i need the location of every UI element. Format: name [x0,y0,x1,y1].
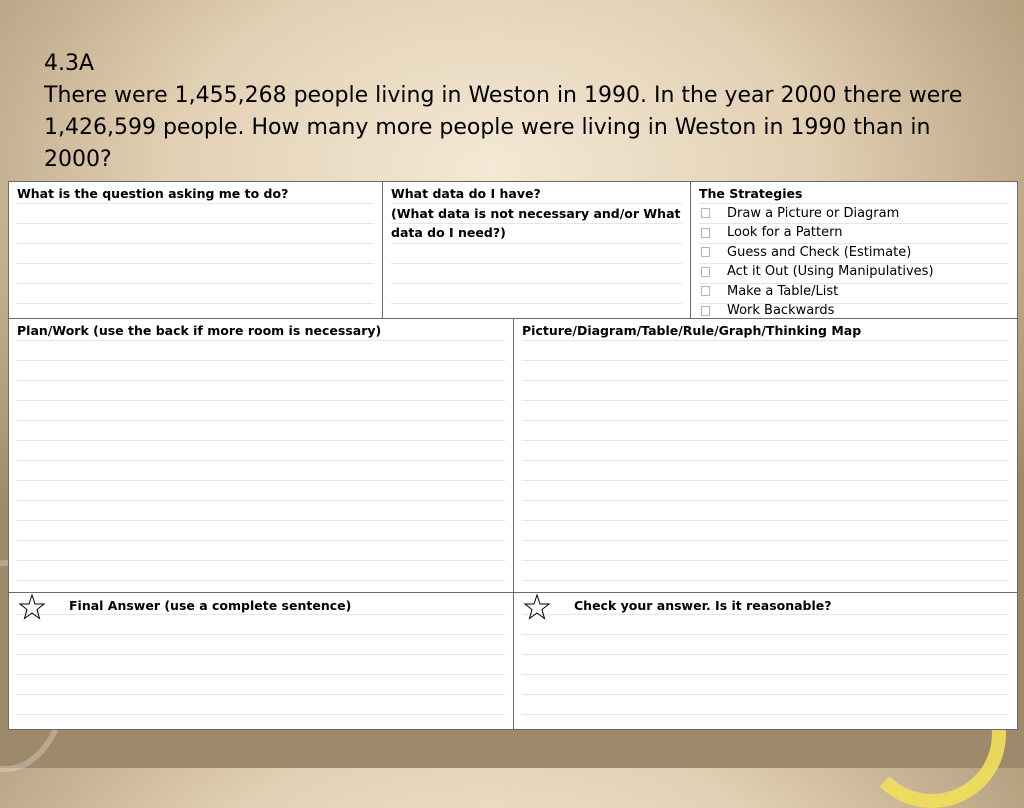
strategies-title: The Strategies [699,186,803,201]
problem-text: There were 1,455,268 people living in Weston in 1990. In the year 2000 there were 1,426,599 people. How many more people were living in Weston in 1990 than in 2000? [44,83,970,172]
picture-diagram-cell[interactable] [514,319,1017,593]
problem-solving-worksheet [8,181,1018,730]
strategy-label: Guess and Check (Estimate) [727,244,912,260]
strategy-item[interactable] [699,223,1009,243]
data-cell[interactable] [383,182,691,319]
strategy-item[interactable] [699,262,1009,282]
question-cell-title: What is the question asking me to do? [17,186,289,201]
check-answer-title: Check your answer. Is it reasonable? [574,598,832,613]
strategy-label: Draw a Picture or Diagram [727,205,900,221]
checkbox-icon[interactable] [701,267,710,277]
plan-work-title: Plan/Work (use the back if more room is necessary) [17,323,382,338]
checkbox-icon[interactable] [701,306,710,316]
strategy-item[interactable] [699,301,1009,321]
question-cell[interactable] [9,182,383,319]
strategy-item[interactable] [699,204,1009,224]
checkbox-icon[interactable] [701,286,710,296]
strategy-item[interactable] [699,243,1009,263]
data-cell-subtitle: (What data is not necessary and/or What data do I need?) [391,205,681,240]
strategy-item[interactable] [699,282,1009,302]
checkbox-icon[interactable] [701,228,710,238]
problem-id: 4.3A [44,51,95,76]
strategy-label: Make a Table/List [727,283,839,299]
picture-diagram-title: Picture/Diagram/Table/Rule/Graph/Thinking Map [522,323,862,338]
checkbox-icon[interactable] [701,208,710,218]
star-icon [524,594,550,620]
strategy-label: Look for a Pattern [727,225,843,240]
checkbox-icon[interactable] [701,247,710,257]
check-answer-cell[interactable] [514,593,1017,729]
final-answer-title: Final Answer (use a complete sentence) [69,598,352,613]
plan-work-cell[interactable] [9,319,514,593]
strategy-label: Act it Out (Using Manipulatives) [727,264,934,279]
final-answer-cell[interactable] [9,593,514,729]
data-cell-title: What data do I have? [391,186,541,201]
strategy-label: Work Backwards [727,303,835,318]
problem-statement [44,48,970,176]
strategies-cell [691,182,1017,319]
star-icon [19,594,45,620]
